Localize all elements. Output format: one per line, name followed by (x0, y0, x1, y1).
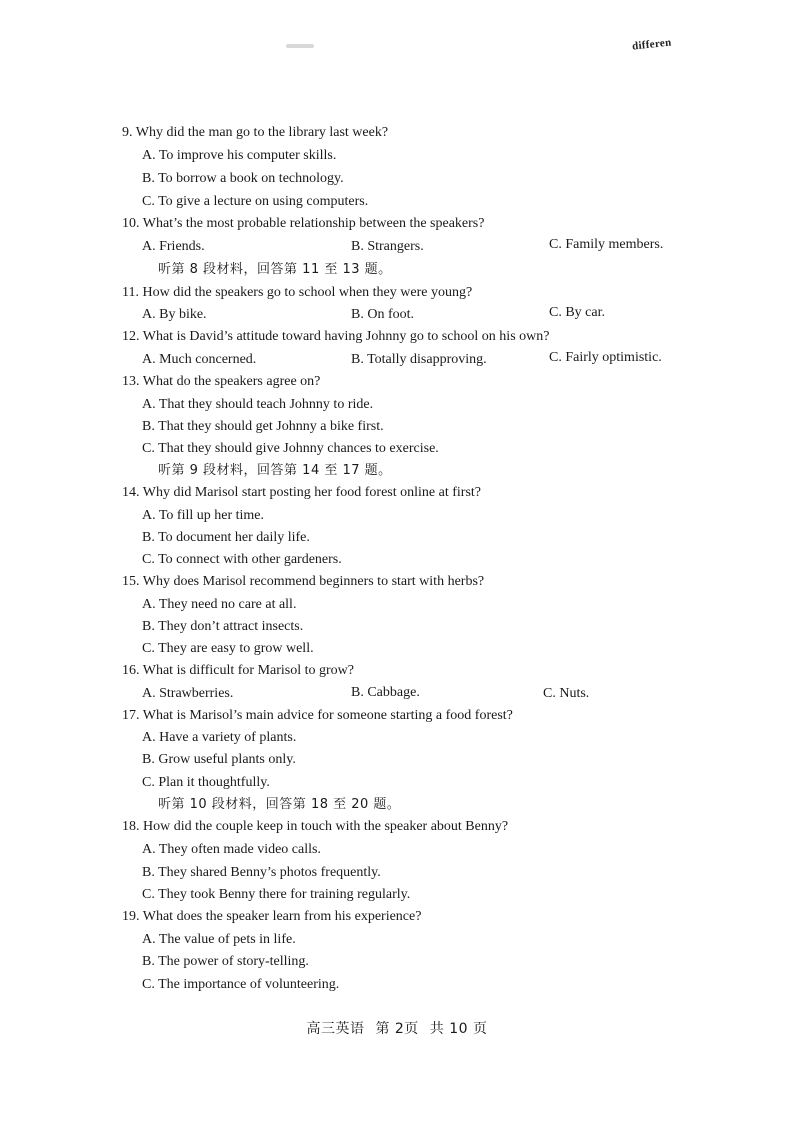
question-13-option-b: B. That they should get Johnny a bike first. (142, 419, 384, 434)
question-9-option-b: B. To borrow a book on technology. (142, 171, 344, 186)
section-10-instruction: 听第 10 段材料，回答第 18 至 20 题。 (158, 797, 401, 812)
question-16-stem: 16. What is difficult for Marisol to grow? (122, 663, 354, 678)
question-12-stem: 12. What is David’s attitude toward having Johnny go to school on his own? (122, 329, 550, 344)
question-12-option-a: A. Much concerned. (142, 352, 257, 367)
question-11-option-a: A. By bike. (142, 307, 207, 322)
question-15-option-b: B. They don’t attract insects. (142, 619, 304, 634)
question-17-option-c: C. Plan it thoughtfully. (142, 775, 270, 790)
question-9-option-a: A. To improve his computer skills. (142, 148, 337, 163)
question-16-option-b: B. Cabbage. (351, 685, 420, 700)
question-19-option-a: A. The value of pets in life. (142, 932, 296, 947)
question-18-option-c: C. They took Benny there for training regularly. (142, 887, 411, 902)
page-footer (0, 1020, 794, 1038)
question-14-option-b: B. To document her daily life. (142, 530, 310, 545)
question-19-option-c: C. The importance of volunteering. (142, 977, 340, 992)
question-14-option-c: C. To connect with other gardeners. (142, 552, 342, 567)
question-17-stem: 17. What is Marisol’s main advice for someone starting a food forest? (122, 708, 513, 723)
question-11-option-c: C. By car. (549, 305, 605, 320)
question-15-option-c: C. They are easy to grow well. (142, 641, 314, 656)
question-17-option-a: A. Have a variety of plants. (142, 730, 297, 745)
question-12-option-c: C. Fairly optimistic. (549, 350, 662, 365)
question-15-stem: 15. Why does Marisol recommend beginners to start with herbs? (122, 574, 485, 589)
question-16-option-c: C. Nuts. (543, 686, 590, 701)
question-14-stem: 14. Why did Marisol start posting her food forest online at first? (122, 485, 482, 500)
question-10-stem: 10. What’s the most probable relationship between the speakers? (122, 216, 485, 231)
question-13-option-a: A. That they should teach Johnny to ride. (142, 397, 374, 412)
question-10-option-a: A. Friends. (142, 239, 205, 254)
question-19-stem: 19. What does the speaker learn from his experience? (122, 909, 422, 924)
question-13-option-c: C. That they should give Johnny chances to exercise. (142, 441, 439, 456)
question-17-option-b: B. Grow useful plants only. (142, 752, 296, 767)
section-8-instruction: 听第 8 段材料，回答第 11 至 13 题。 (158, 262, 392, 277)
question-9-option-c: C. To give a lecture on using computers. (142, 194, 369, 209)
question-11-stem: 11. How did the speakers go to school when they were young? (122, 285, 473, 300)
question-12-option-b: B. Totally disapproving. (351, 352, 487, 367)
footer-subject: 高三英语 (306, 1021, 365, 1037)
question-10-option-b: B. Strangers. (351, 239, 424, 254)
footer-total-pages: 共 10 页 (429, 1021, 488, 1037)
question-11-option-b: B. On foot. (351, 307, 414, 322)
section-9-instruction: 听第 9 段材料，回答第 14 至 17 题。 (158, 463, 392, 478)
footer-page-number: 第 2页 (375, 1021, 419, 1037)
question-16-option-a: A. Strawberries. (142, 686, 234, 701)
question-14-option-a: A. To fill up her time. (142, 508, 265, 523)
question-9-stem: 9. Why did the man go to the library last week? (122, 125, 389, 140)
question-10-option-c: C. Family members. (549, 237, 664, 252)
question-13-stem: 13. What do the speakers agree on? (122, 374, 321, 389)
scan-speck (286, 44, 314, 48)
question-18-stem: 18. How did the couple keep in touch with the speaker about Benny? (122, 819, 509, 834)
question-18-option-a: A. They often made video calls. (142, 842, 321, 857)
question-18-option-b: B. They shared Benny’s photos frequently. (142, 865, 381, 880)
question-15-option-a: A. They need no care at all. (142, 597, 297, 612)
corner-mark: differen (631, 36, 673, 53)
question-19-option-b: B. The power of story-telling. (142, 954, 309, 969)
